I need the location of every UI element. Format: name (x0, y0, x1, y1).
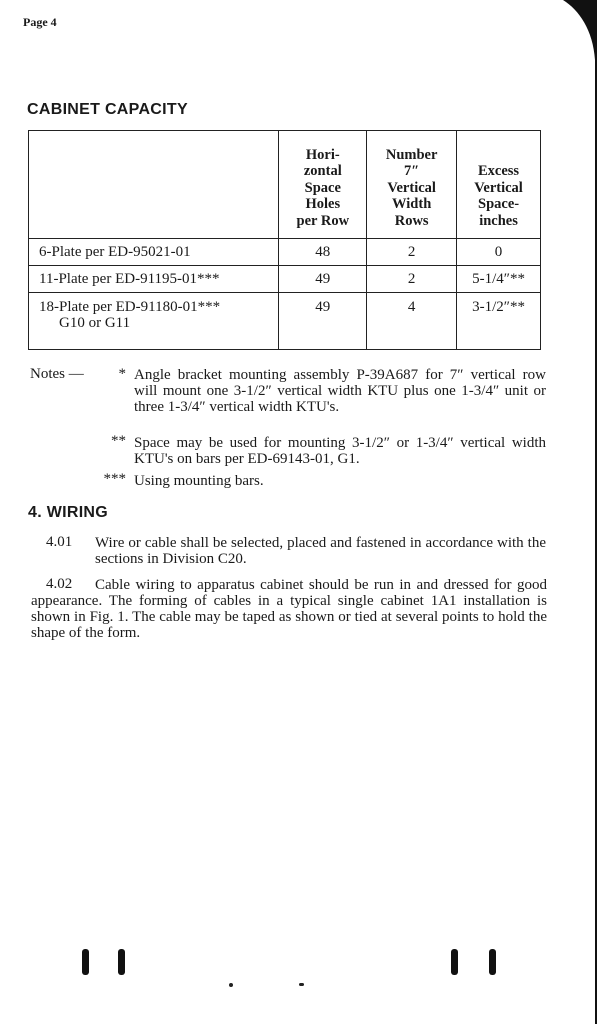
page-number: Page 4 (23, 15, 57, 29)
row-excess: 0 (457, 239, 541, 266)
paragraph-number: 4.02 (46, 576, 73, 592)
row-excess: 5-1/4″** (457, 266, 541, 293)
row-description: 6-Plate per ED-95021-01 (29, 239, 279, 266)
wiring-title: 4. WIRING (28, 504, 109, 521)
note-marker: * (118, 366, 126, 382)
paragraph-number: 4.01 (46, 534, 73, 550)
note-marker: ** (111, 433, 126, 449)
cabinet-capacity-title: CABINET CAPACITY (27, 101, 188, 118)
table-row (29, 293, 541, 350)
note-text: Angle bracket mounting assembly P-39A687 for 7″ vertical row will mount one 3-1/2″ vertical width KTU plus one 1-3/4″ unit or three 1-3/4″ vertical width KTU's. (134, 367, 546, 415)
row-rows: 4 (367, 293, 457, 350)
row-excess: 3-1/2″** (457, 293, 541, 350)
cabinet-capacity-table (28, 130, 541, 350)
row-rows: 2 (367, 239, 457, 266)
table-header-row (29, 131, 541, 239)
table-row (29, 266, 541, 293)
binder-hole (489, 949, 496, 975)
header-excess-vertical-space: Excess Vertical Space- inches (457, 131, 541, 239)
notes-label: Notes — (30, 366, 84, 382)
note-text: Using mounting bars. (134, 473, 264, 489)
table-row (29, 239, 541, 266)
binder-hole (82, 949, 89, 975)
paragraph-text: Cable wiring to apparatus cabinet should be run in and dressed for good appearance. The forming of cables in a typical single cabinet 1A1 installation is shown in Fig. 1. The cable may be taped as shown or tied at several points to hold the shape of the form. (31, 577, 547, 641)
row-holes: 48 (279, 239, 367, 266)
speck (229, 983, 233, 987)
page-edge (557, 0, 597, 1024)
header-description-empty (29, 131, 279, 239)
paragraph-text: Wire or cable shall be selected, placed and fastened in accordance with the sections in Division C20. (95, 535, 546, 567)
binder-hole (118, 949, 125, 975)
note-text: Space may be used for mounting 3-1/2″ or 1-3/4″ vertical width KTU's on bars per ED-69143-01, G1. (134, 435, 546, 467)
row-description: 18-Plate per ED-91180-01*** G10 or G11 (29, 293, 279, 350)
row-rows: 2 (367, 266, 457, 293)
row-description: 11-Plate per ED-91195-01*** (29, 266, 279, 293)
header-vertical-width-rows: Number 7″ Vertical Width Rows (367, 131, 457, 239)
binder-hole (451, 949, 458, 975)
header-horizontal-space-holes: Hori- zontal Space Holes per Row (279, 131, 367, 239)
note-marker: *** (103, 471, 126, 487)
row-holes: 49 (279, 293, 367, 350)
speck (299, 983, 304, 986)
row-holes: 49 (279, 266, 367, 293)
